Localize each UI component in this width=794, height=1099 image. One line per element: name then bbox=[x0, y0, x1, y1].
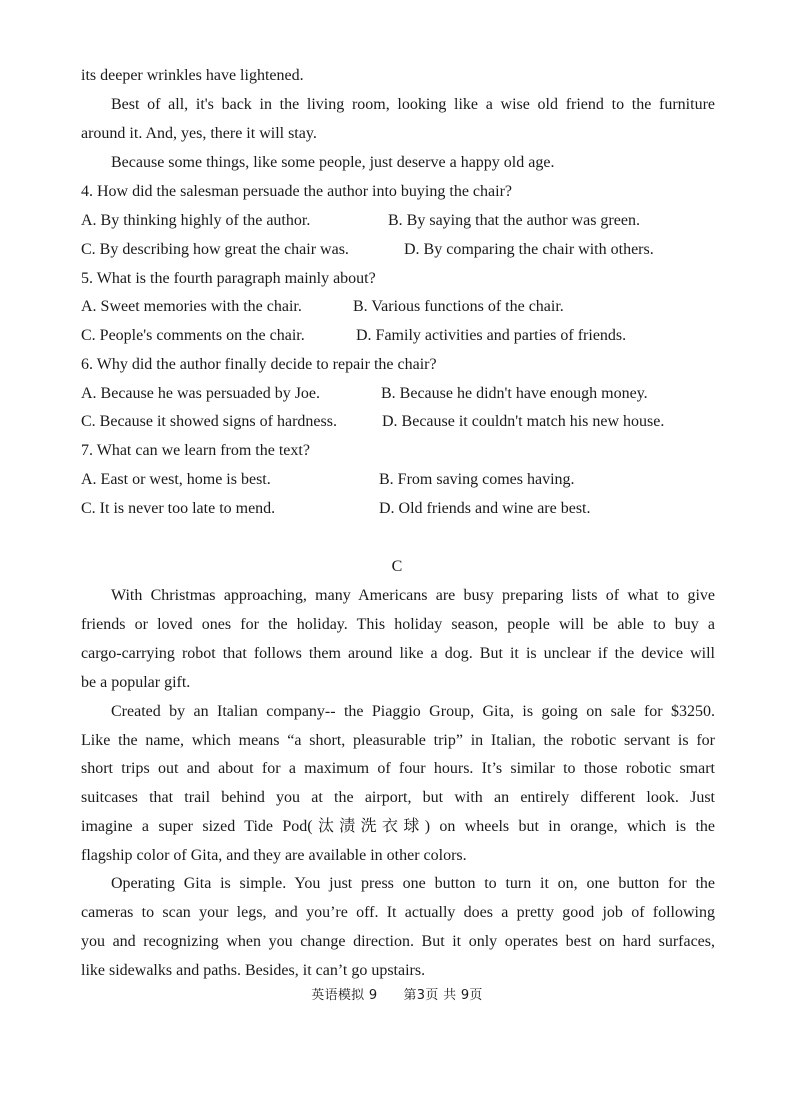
answer-option: B. Because he didn't have enough money. bbox=[381, 385, 648, 402]
passage-b-line: Best of all, it's back in the living room, looking like a wise old friend to the furniture bbox=[111, 96, 715, 113]
question-stem: 6. Why did the author finally decide to repair the chair? bbox=[81, 356, 437, 373]
answer-option: B. Various functions of the chair. bbox=[353, 298, 564, 315]
passage-b-line: its deeper wrinkles have lightened. bbox=[81, 67, 304, 84]
answer-option: B. From saving comes having. bbox=[379, 471, 575, 488]
answer-option: B. By saying that the author was green. bbox=[388, 212, 640, 229]
answer-option: D. Family activities and parties of friends. bbox=[356, 327, 627, 344]
answer-option: A. By thinking highly of the author. bbox=[81, 212, 311, 229]
passage-b-line: Because some things, like some people, just deserve a happy old age. bbox=[111, 154, 555, 171]
section-heading: C bbox=[391, 558, 403, 575]
passage-c-line: With Christmas approaching, many Americans are busy preparing lists of what to give bbox=[111, 587, 715, 604]
passage-c-line: flagship color of Gita, and they are available in other colors. bbox=[81, 847, 467, 864]
passage-c-line: friends or loved ones for the holiday. This holiday season, people will be able to buy a bbox=[81, 616, 715, 633]
answer-option: C. People's comments on the chair. bbox=[81, 327, 305, 344]
passage-c-line: Like the name, which means “a short, pleasurable trip” in Italian, the robotic servant is for bbox=[81, 732, 715, 749]
answer-option: C. By describing how great the chair was. bbox=[81, 241, 349, 258]
exam-title: 英语模拟 9 bbox=[311, 988, 378, 1003]
answer-option: D. Old friends and wine are best. bbox=[379, 500, 591, 517]
answer-option: A. Sweet memories with the chair. bbox=[81, 298, 302, 315]
question-stem: 5. What is the fourth paragraph mainly about? bbox=[81, 270, 376, 287]
answer-option: C. Because it showed signs of hardness. bbox=[81, 413, 337, 430]
passage-c-line: cargo-carrying robot that follows them around like a dog. But it is unclear if the device will bbox=[81, 645, 715, 662]
answer-option: D. Because it couldn't match his new house. bbox=[382, 413, 665, 430]
question-stem: 4. How did the salesman persuade the author into buying the chair? bbox=[81, 183, 512, 200]
page-number: 第3页 共 9页 bbox=[403, 988, 483, 1003]
passage-c-line: Operating Gita is simple. You just press one button to turn it on, one button for the bbox=[111, 875, 715, 892]
answer-option: D. By comparing the chair with others. bbox=[404, 241, 654, 258]
passage-c-line: Created by an Italian company-- the Piaggio Group, Gita, is going on sale for $3250. bbox=[111, 703, 715, 720]
passage-c-line: imagine a super sized Tide Pod(汰渍洗衣球) on wheels but in orange, which is the bbox=[81, 818, 715, 835]
answer-option: C. It is never too late to mend. bbox=[81, 500, 276, 517]
passage-c-line: suitcases that trail behind you at the airport, but with an entirely different look. Just bbox=[81, 789, 715, 806]
passage-c-line: be a popular gift. bbox=[81, 674, 191, 691]
answer-option: A. East or west, home is best. bbox=[81, 471, 271, 488]
page-footer bbox=[0, 987, 794, 1005]
passage-c-line: you and recognizing when you change direction. But it only operates best on hard surfaces, bbox=[81, 933, 715, 950]
passage-b-line: around it. And, yes, there it will stay. bbox=[81, 125, 317, 142]
question-stem: 7. What can we learn from the text? bbox=[81, 442, 310, 459]
answer-option: A. Because he was persuaded by Joe. bbox=[81, 385, 321, 402]
passage-c-line: cameras to scan your legs, and you’re off. It actually does a pretty good job of following bbox=[81, 904, 715, 921]
passage-c-line: like sidewalks and paths. Besides, it can’t go upstairs. bbox=[81, 962, 426, 979]
passage-c-line: short trips out and about for a maximum of four hours. It’s similar to those robotic smart bbox=[81, 760, 715, 777]
